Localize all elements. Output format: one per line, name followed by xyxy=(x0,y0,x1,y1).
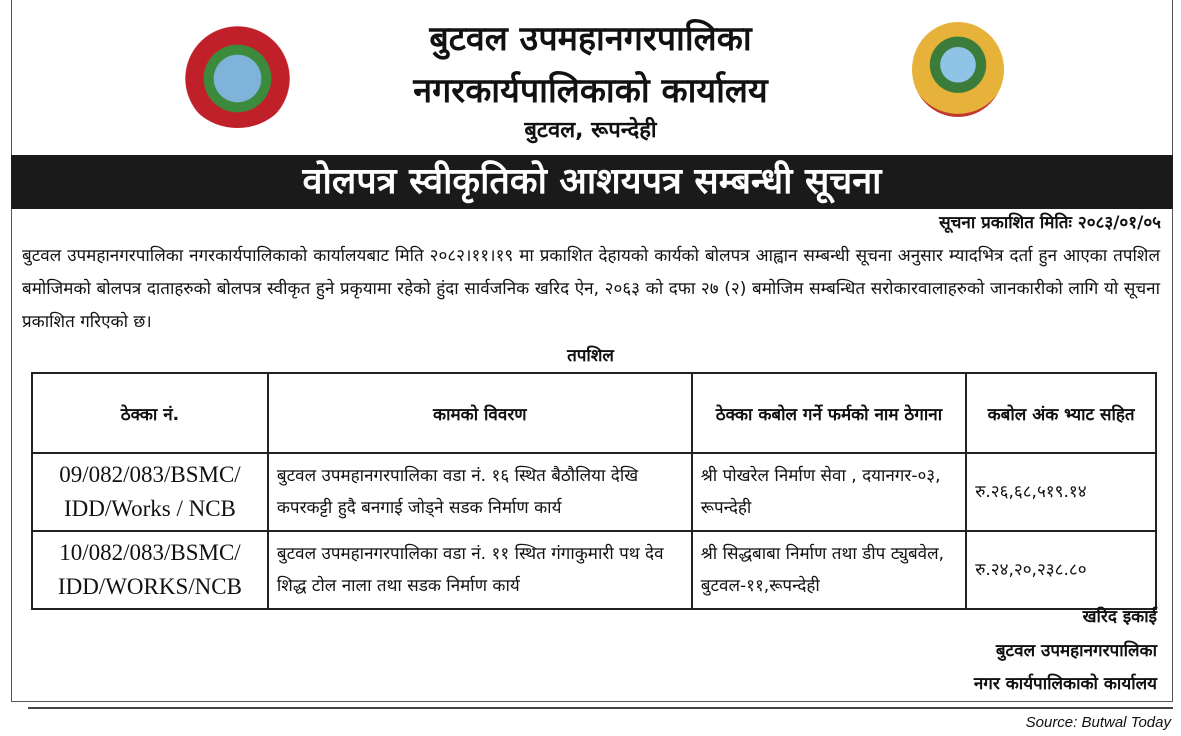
office-subtitle: नगरकार्यपालिकाको कार्यालय xyxy=(413,71,768,111)
table-title: तपशिल xyxy=(567,346,614,366)
footer-unit: खरिद इकाई xyxy=(1082,607,1157,627)
bid-amount: रु.२६,६८,५१९.१४ xyxy=(966,453,1156,531)
firm-name: श्री पोखरेल निर्माण सेवा , दयानगर-०३, रूपन्देही xyxy=(692,453,966,531)
table-header-row xyxy=(32,373,1156,453)
contract-no: 09/082/083/BSMC/ IDD/Works / NCB xyxy=(32,453,268,531)
office-name: बुटवल उपमहानगरपालिका xyxy=(429,19,752,59)
work-description: बुटवल उपमहानगरपालिका वडा नं. ११ स्थित गंगाकुमारी पथ देव शिद्ध टोल नाला तथा सडक निर्माण कार्य xyxy=(268,531,692,609)
footer-office: बुटवल उपमहानगरपालिका xyxy=(995,641,1157,661)
published-date: सूचना प्रकाशित मितिः २०८३/०१/०५ xyxy=(939,213,1161,233)
footer-office-sub: नगर कार्यपालिकाको कार्यालय xyxy=(973,674,1157,694)
office-address: बुटवल, रूपन्देही xyxy=(524,118,657,143)
contract-no: 10/082/083/BSMC/ IDD/WORKS/NCB xyxy=(32,531,268,609)
contract-table xyxy=(31,372,1157,610)
work-description: बुटवल उपमहानगरपालिका वडा नं. १६ स्थित बैठौलिया देखि कपरकट्टी हुदै बनगाई जोड्ने सडक निर्माण कार्य xyxy=(268,453,692,531)
notice-body: बुटवल उपमहानगरपालिका नगरकार्यपालिकाको कार्यालयबाट मिति २०८२।११।१९ मा प्रकाशित देहायको कार्यको बोलपत्र आह्वान सम्बन्धी सूचना अनुसार म्यादभित्र दर्ता हुन आएका तपशिल बमोजिमको बोलपत्र दाताहरुको बोलपत्र स्वीकृत हुने प्रकृयामा रहेको हुंदा सार्वजनिक खरिद ऐन, २०६३ को दफा २७ (२) बमोजिम सम्बन्धित सरोकारवालाहरुको जानकारीको लागि यो सूचना प्रकाशित गरिएको छ। xyxy=(22,246,1160,332)
header-work-description: कामको विवरण xyxy=(268,373,692,453)
source-credit: Source: Butwal Today xyxy=(1025,714,1171,731)
bid-amount: रु.२४,२०,२३८.८० xyxy=(966,531,1156,609)
table-row xyxy=(32,453,1156,531)
header-firm-name: ठेक्का कबोल गर्ने फर्मको नाम ठेगाना xyxy=(692,373,966,453)
divider xyxy=(28,707,1173,709)
header-bid-amount: कबोल अंक भ्याट सहित xyxy=(966,373,1156,453)
header-contract-no: ठेक्का नं. xyxy=(32,373,268,453)
firm-name: श्री सिद्धबाबा निर्माण तथा डीप ट्युबवेल, बुटवल-११,रूपन्देही xyxy=(692,531,966,609)
notice-title-banner: वोलपत्र स्वीकृतिको आशयपत्र सम्बन्धी सूचना xyxy=(11,155,1173,209)
table-row xyxy=(32,531,1156,609)
